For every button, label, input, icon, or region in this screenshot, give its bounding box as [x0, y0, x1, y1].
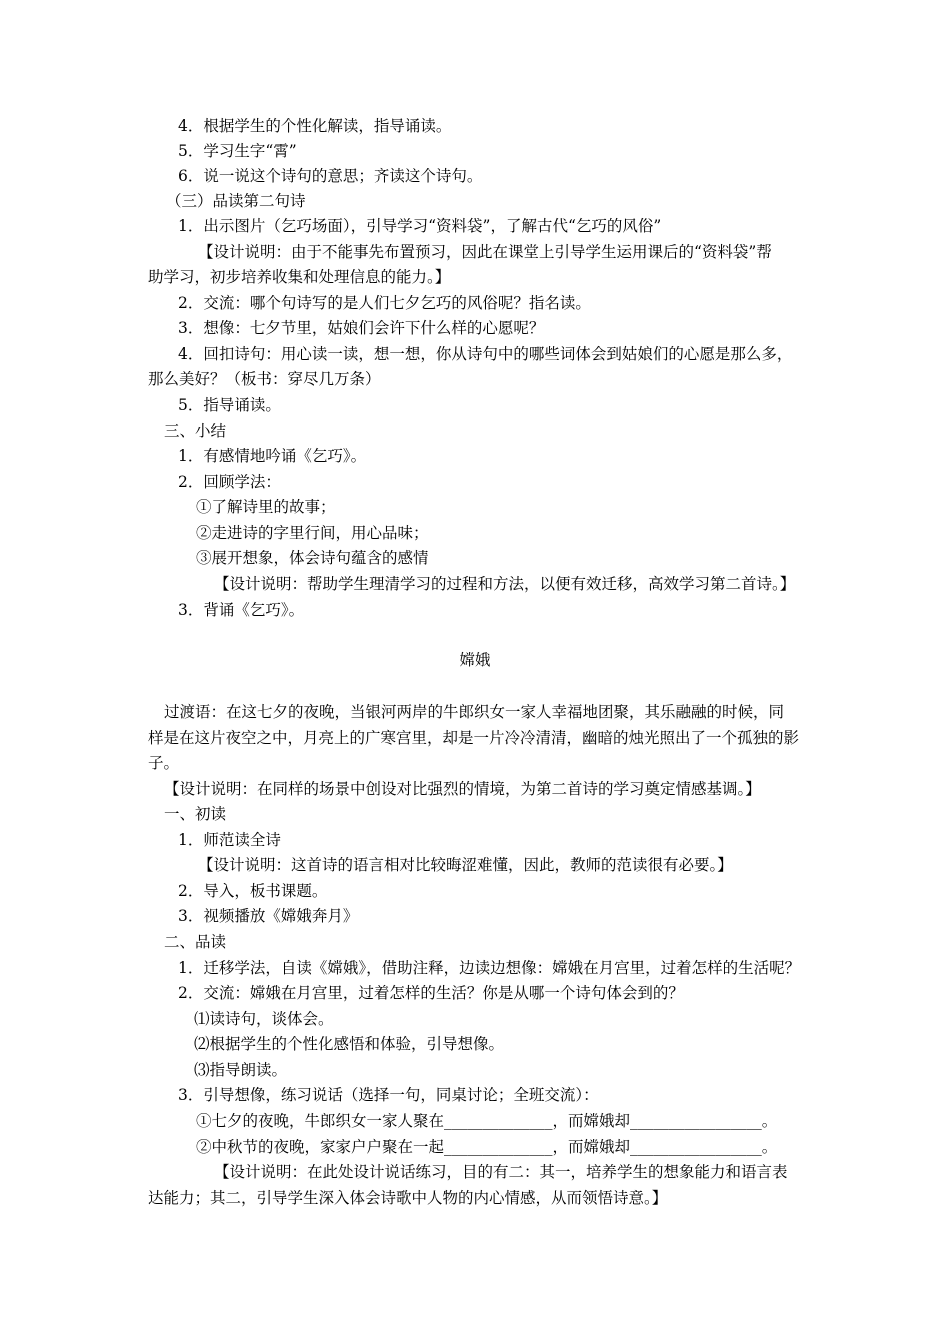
read2-heading: 二、品读 — [164, 933, 227, 951]
read2-step-2: 2．交流：嫦娥在月宫里，过着怎样的生活？你是从哪一个诗句体会到的？ — [178, 984, 684, 1002]
read2-sub-1: ⑴读诗句，谈体会。 — [194, 1010, 334, 1028]
read1-step-3: 3．视频播放《嫦娥奔月》 — [178, 907, 359, 925]
step-5: 5．学习生字“霄” — [178, 142, 297, 160]
read2-sub-3: ⑶指导朗读。 — [194, 1061, 288, 1079]
design-note-1-cont: 助学习，初步培养收集和处理信息的能力。】 — [148, 268, 451, 286]
design-note-2: 【设计说明：帮助学生理清学习的过程和方法，以便有效迁移，高效学习第二首诗。】 — [214, 575, 796, 593]
design-note-5: 【设计说明：在此处设计说话练习，目的有二：其一，培养学生的想象能力和语言表 — [214, 1163, 788, 1181]
summary-heading: 三、小结 — [164, 422, 227, 440]
fill-in-1: ①七夕的夜晚，牛郎织女一家人聚在______________，而嫦娥却_________________。 — [196, 1112, 778, 1130]
read1-step-1: 1．师范读全诗 — [178, 831, 281, 849]
transition-text-cont: 样是在这片夜空之中，月亮上的广寒宫里，却是一片冷冷清清，幽暗的烛光照出了一个孤独的影 — [148, 729, 800, 747]
design-note-4: 【设计说明：这首诗的语言相对比较晦涩难懂，因此，教师的范读很有必要。】 — [198, 856, 733, 874]
step-4: 4．根据学生的个性化解读，指导诵读。 — [178, 117, 452, 135]
step-4b: 4．回扣诗句：用心读一读，想一想，你从诗句中的哪些词体会到姑娘们的心愿是那么多， — [178, 345, 793, 363]
read2-step-3: 3．引导想像，练习说话（选择一句，同桌讨论；全班交流）： — [178, 1086, 599, 1104]
step-2: 2．交流：哪个句诗写的是人们七夕乞巧的风俗呢？指名读。 — [178, 294, 591, 312]
fill-in-2: ②中秋节的夜晚，家家户户聚在一起______________，而嫦娥却_________________。 — [196, 1138, 778, 1156]
summary-step-3: 3．背诵《乞巧》。 — [178, 601, 305, 619]
step-5b: 5．指导诵读。 — [178, 396, 281, 414]
transition-text: 过渡语：在这七夕的夜晚，当银河两岸的牛郎织女一家人幸福地团聚，其乐融融的时候，同 — [164, 703, 785, 721]
method-1: ①了解诗里的故事； — [196, 498, 336, 516]
poem-title: 嫦娥 — [459, 651, 491, 669]
section-heading-3: （三）品读第二句诗 — [166, 192, 306, 210]
method-2: ②走进诗的字里行间，用心品味； — [196, 524, 429, 542]
step-3: 3．想像：七夕节里，姑娘们会许下什么样的心愿呢？ — [178, 319, 545, 337]
read2-sub-2: ⑵根据学生的个性化感悟和体验，引导想像。 — [194, 1035, 505, 1053]
read2-step-1: 1．迁移学法，自读《嫦娥》，借助注释，边读边想像：嫦娥在月宫里，过着怎样的生活呢？ — [178, 959, 801, 977]
step-6: 6．说一说这个诗句的意思；齐读这个诗句。 — [178, 167, 483, 185]
summary-step-1: 1．有感情地吟诵《乞巧》。 — [178, 447, 367, 465]
step-4b-cont: 那么美好？（板书：穿尽几万条） — [148, 370, 381, 388]
read1-step-2: 2．导入，板书课题。 — [178, 882, 328, 900]
design-note-1: 【设计说明：由于不能事先布置预习，因此在课堂上引导学生运用课后的“资料袋”帮 — [198, 243, 772, 261]
summary-step-2: 2．回顾学法： — [178, 473, 281, 491]
read1-heading: 一、初读 — [164, 805, 227, 823]
design-note-5-cont: 达能力；其二，引导学生深入体会诗歌中人物的内心情感，从而领悟诗意。】 — [148, 1189, 668, 1207]
step-1: 1．出示图片（乞巧场面），引导学习“资料袋”，了解古代“乞巧的风俗” — [178, 217, 662, 235]
design-note-3: 【设计说明：在同样的场景中创设对比强烈的情境，为第二首诗的学习奠定情感基调。】 — [164, 780, 761, 798]
transition-text-end: 子。 — [148, 754, 180, 772]
method-3: ③展开想象，体会诗句蕴含的感情 — [196, 549, 429, 567]
